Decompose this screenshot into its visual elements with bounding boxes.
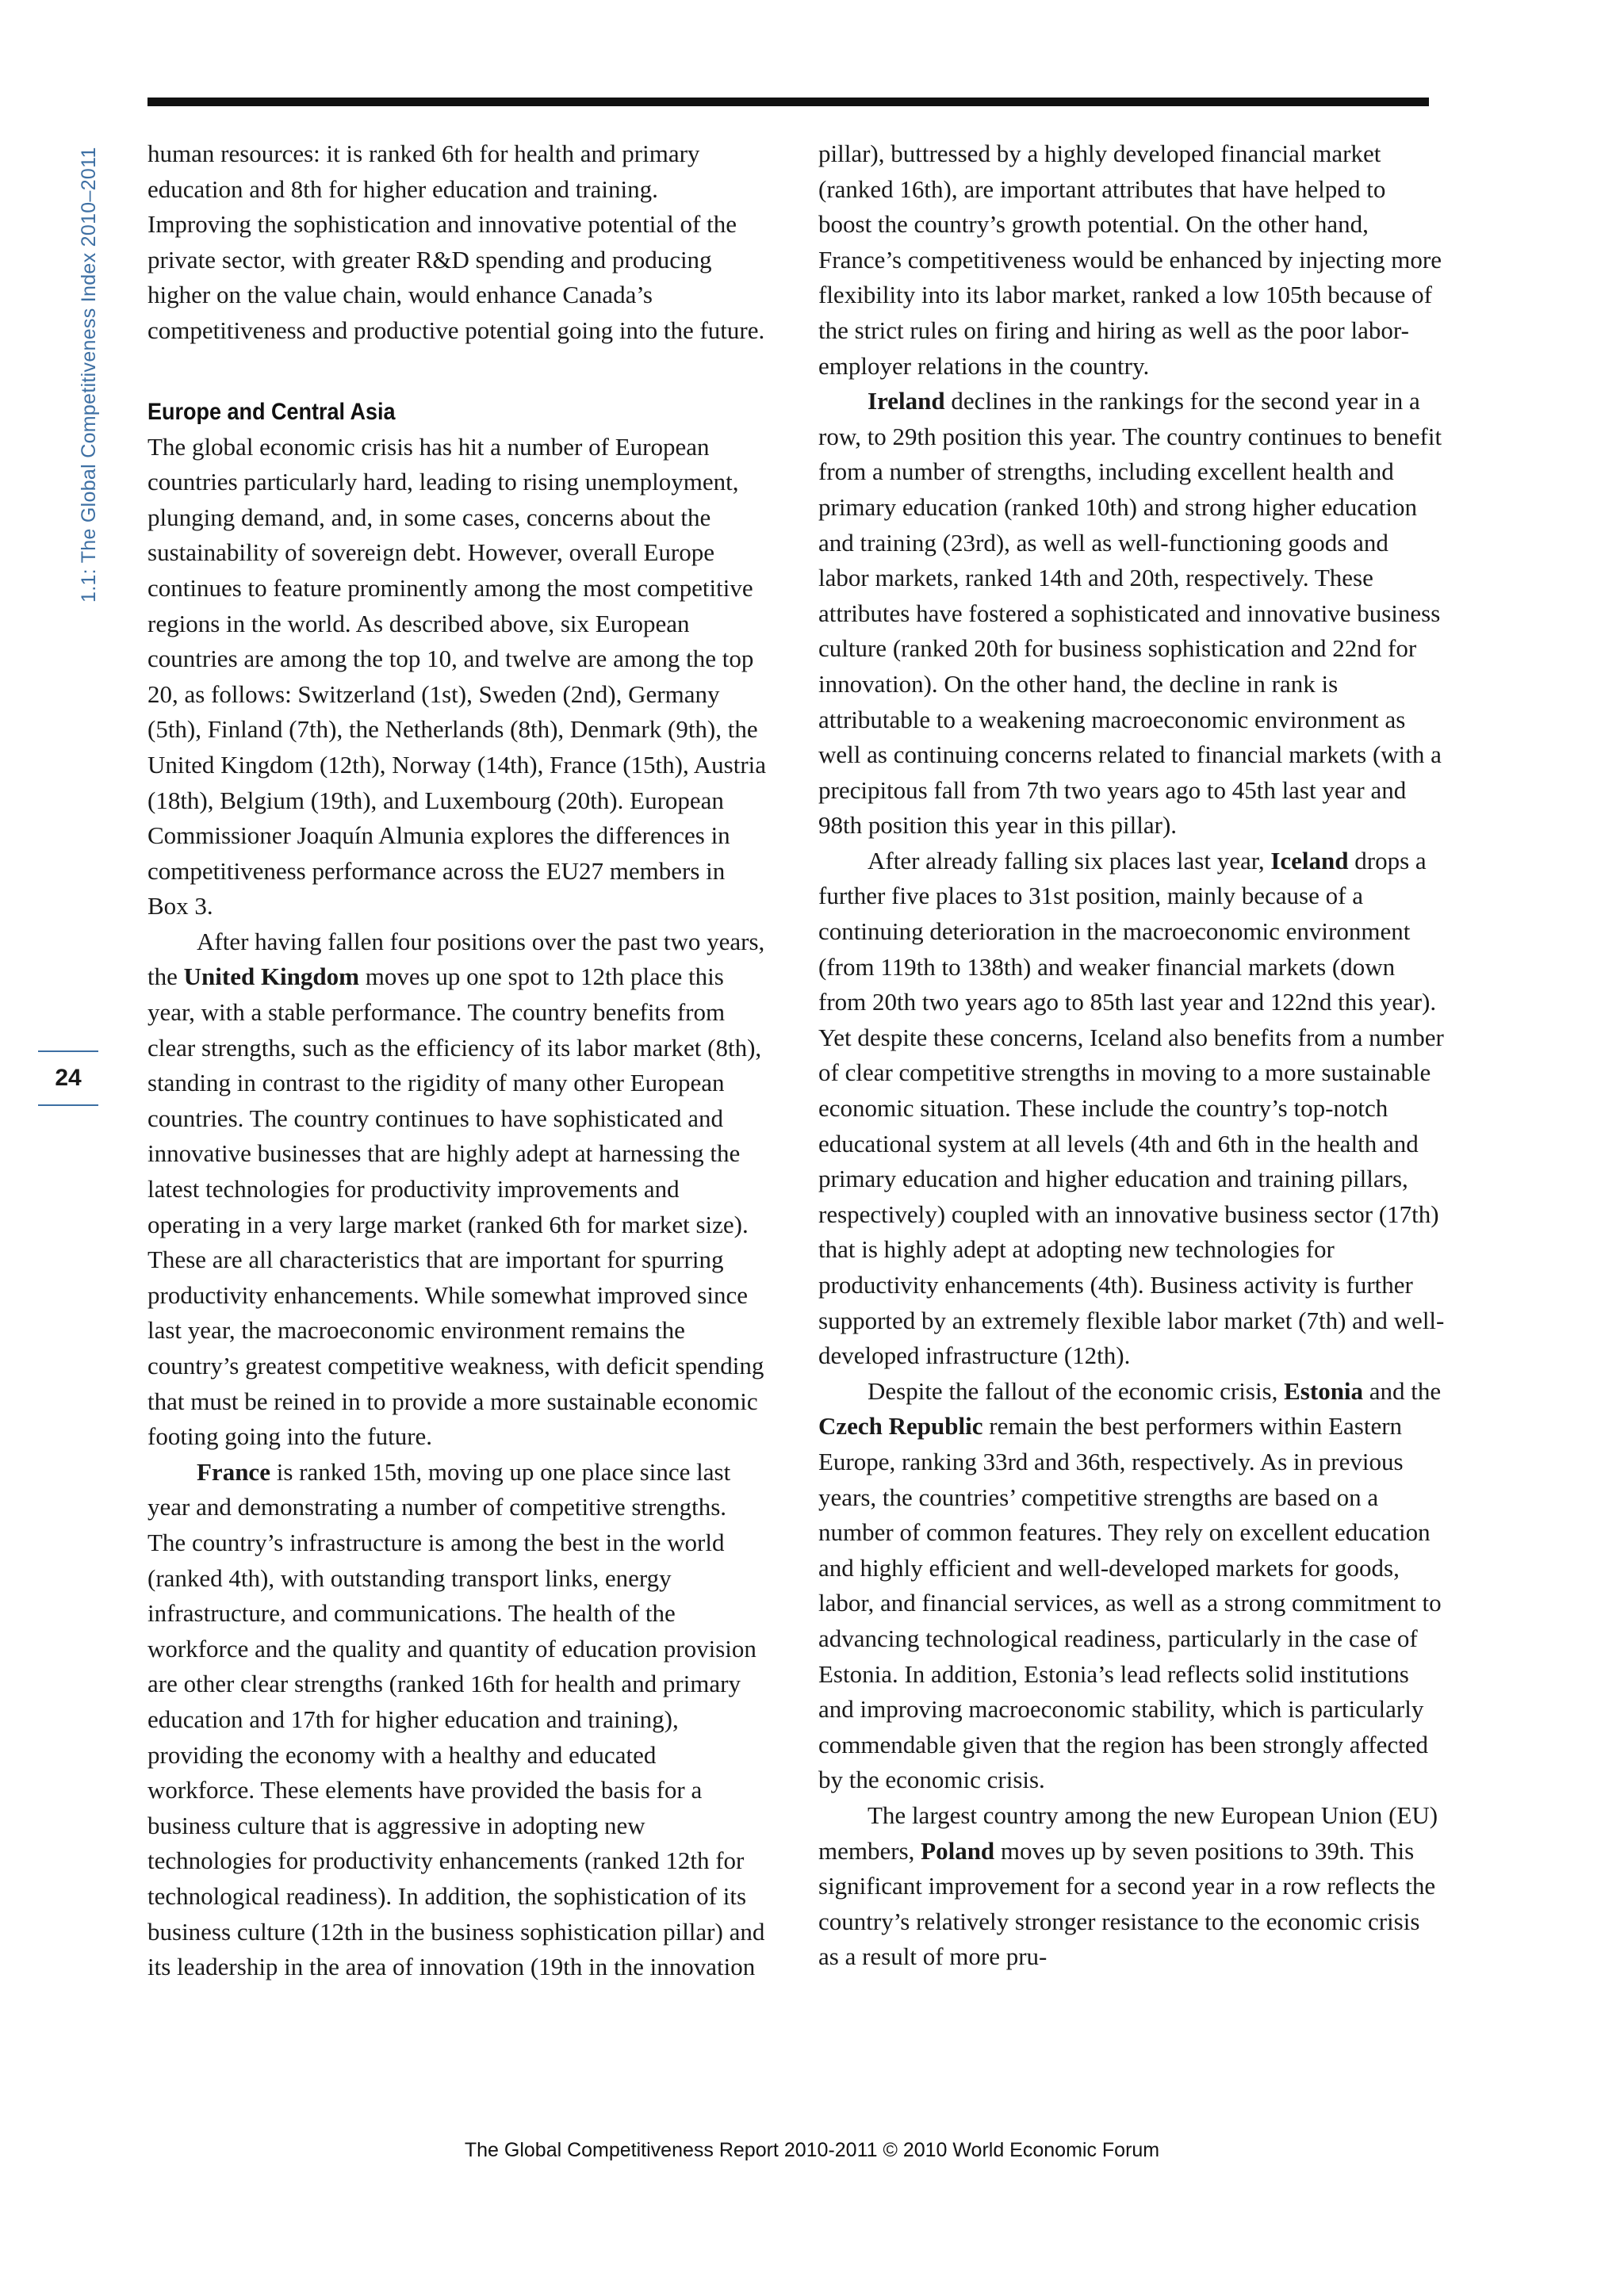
country-iceland: Iceland — [1270, 846, 1349, 874]
top-rule — [147, 98, 1429, 106]
running-head: 1.1: The Global Competitiveness Index 2010–2011 — [78, 147, 100, 603]
iceland-lead: After already falling six places last year, — [868, 846, 1271, 874]
country-ireland: Ireland — [868, 387, 945, 415]
paragraph-canada-end: human resources: it is ranked 6th for health and primary education and 8th for higher education and training. Improving the sophistication and innovative potential of the private sector, with greater R&D spending and producing higher on the value chain, would enhance Canada’s competitiveness and productive potential going into the future. — [147, 140, 765, 344]
footer-copyright: The Global Competitiveness Report 2010-2011 © 2010 World Economic Forum — [464, 2139, 1160, 2161]
ireland-body: declines in the rankings for the second year in a row, to 29th position this year. The country continues to benefit from a number of strengths, including excellent health and primary education (ranked 10th) and strong higher education and training (23rd), as well as well-functioning goods and labor markets, ranked 14th and 20th, respectively. These attributes have fostered a sophisticated and innovative business culture (ranked 20th for business sophistication and 22nd for innovation). On the other hand, the decline in rank is attributable to a weakening macroeconomic environment as well as continuing concerns related to financial markets (with a precipitous fall from 7th two years ago to 45th last year and 98th position this year in this pillar). — [818, 387, 1442, 840]
left-column — [147, 136, 766, 1985]
country-estonia: Estonia — [1284, 1376, 1364, 1405]
estonia-mid: and the — [1363, 1376, 1442, 1405]
estonia-body: remain the best performers within Eastern Europe, ranking 33rd and 36th, respectively. As in previous years, the countries’ competitive strengths are based on a number of common features. They rely on excellent education and highly efficient and well-developed markets for goods, labor, and financial services, as well as a strong commitment to advancing technological readiness, particularly in the case of Estonia. In addition, Estonia’s lead reflects solid institutions and improving macroeconomic stability, which is particularly commendable given that the region has been strongly affected by the economic crisis. — [818, 1412, 1442, 1794]
paragraph-europe-overview: The global economic crisis has hit a number of European countries particularly hard, leading to rising unemployment, plunging demand, and, in some cases, concerns about the sustainability of sovereign debt. However, overall Europe continues to feature prominently among the most competitive regions in the world. As described above, six European countries are among the top 10, and twelve are among the top 20, as follows: Switzerland (1st), Sweden (2nd), Germany (5th), Finland (7th), the Netherlands (8th), Denmark (9th), the United Kingdom (12th), Norway (14th), France (15th), Austria (18th), Belgium (19th), and Luxembourg (20th). European Commissioner Joaquín Almunia explores the differences in competitiveness performance across the EU27 members in Box 3. — [147, 432, 767, 920]
paragraph-france — [147, 1455, 766, 1985]
iceland-body: drops a further five places to 31st position, mainly because of a continuing deterioration in the macroeconomic environment (from 119th to 138th) and weaker financial markets (down from 20th two years ago to 85th last year and 122nd this year). Yet despite these concerns, Iceland also benefits from a number of clear competitive strengths in moving to a more sustainable economic situation. These include the country’s top-notch educational system at all levels (4th and 6th in the health and primary education and higher education and training pillars, respectively) coupled with an innovative business sector (17th) that is highly adept at adopting new technologies for productivity enhancements (4th). Business activity is further supported by an extremely flexible labor market (7th) and well-developed infrastructure (12th). — [818, 846, 1445, 1370]
country-united-kingdom: United Kingdom — [183, 962, 359, 991]
page-number-box — [38, 1050, 98, 1106]
section-heading: Europe and Central Asia — [147, 398, 396, 425]
paragraph-france-continued: pillar), buttressed by a highly developed financial market (ranked 16th), are important attributes that have helped to boost the country’s growth potential. On the other hand, France’s competitiveness would be enhanced by injecting more flexibility into its labor market, ranked a low 105th because of the strict rules on firing and hiring as well as the poor labor-employer relations in the country. — [818, 140, 1442, 380]
right-column — [818, 136, 1445, 1975]
uk-lead: After having fallen four positions over the past two years, the — [147, 927, 765, 991]
france-body: is ranked 15th, moving up one place since last year and demonstrating a number of competitive strengths. The country’s infrastructure is among the best in the world (ranked 4th), with outstanding transport links, energy infrastructure, and communications. The health of the workforce and the quality and quantity of education provision are other clear strengths (ranked 16th for health and primary education and 17th for higher education and training), providing the economy with a healthy and educated workforce. These elements have provided the basis for a business culture that is aggressive in adopting new technologies for productivity enhancements (ranked 12th for technological readiness). In addition, the sophistication of its business culture (12th in the business sophistication pillar) and its leadership in the area of innovation (19th in the innovation — [147, 1457, 765, 1981]
country-poland: Poland — [921, 1836, 995, 1865]
poland-body: moves up by seven positions to 39th. This significant improvement for a second year in a row reflects the country’s relatively stronger resistance to the economic crisis as a result of more pru- — [818, 1836, 1436, 1971]
page-number: 24 — [55, 1065, 82, 1091]
country-france: France — [197, 1457, 270, 1486]
country-czech-republic: Czech Republic — [818, 1412, 983, 1441]
poland-lead: The largest country among the new European Union (EU) members, — [818, 1800, 1438, 1865]
paragraph-ireland — [818, 384, 1445, 844]
paragraph-united-kingdom — [147, 924, 766, 1455]
paragraph-estonia-czech — [818, 1374, 1445, 1798]
estonia-lead: Despite the fallout of the economic crisis, — [868, 1376, 1285, 1405]
paragraph-poland — [818, 1798, 1445, 1975]
uk-body: moves up one spot to 12th place this year, with a stable performance. The country benefits from clear strengths, such as the efficiency of its labor market (8th), standing in contrast to the rigidity of many other European countries. The country continues to have sophisticated and innovative businesses that are highly adept at harnessing the latest technologies for productivity improvements and operating in a very large market (ranked 6th for market size). These are all characteristics that are important for spurring productivity enhancements. While somewhat improved since last year, the macroeconomic environment remains the country’s greatest competitive weakness, with deficit spending that must be reined in to provide a more sustainable economic footing going into the future. — [147, 962, 764, 1451]
paragraph-iceland — [818, 844, 1445, 1374]
